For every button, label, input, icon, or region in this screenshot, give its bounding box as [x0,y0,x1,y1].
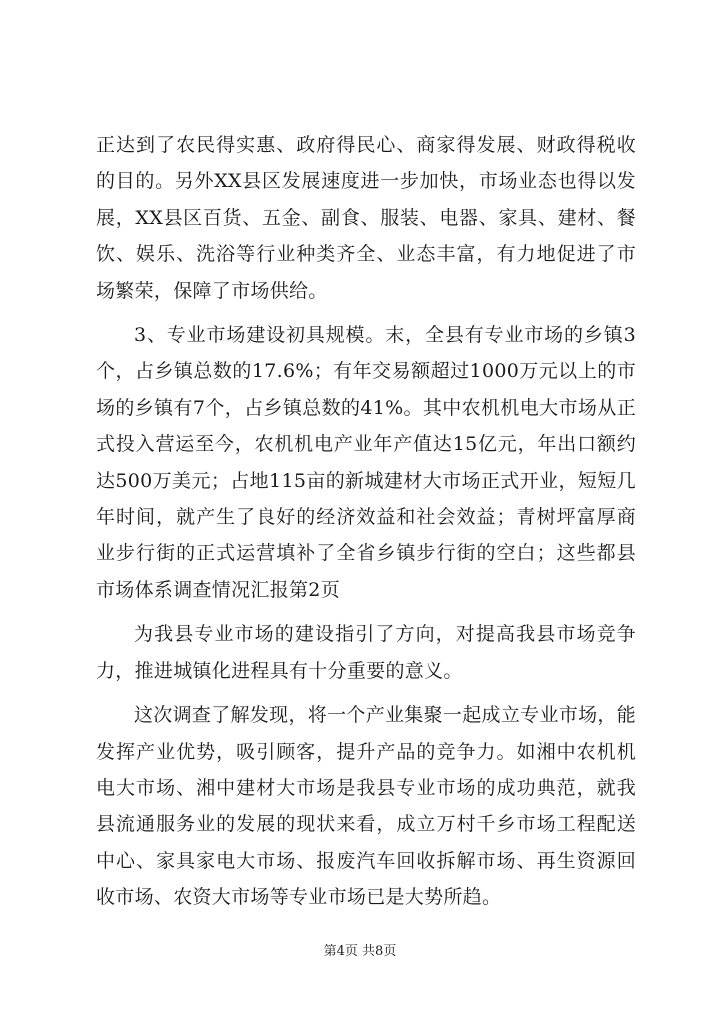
page-number-footer: 第4页 共8页 [323,944,397,959]
document-body [96,127,636,924]
paragraph-4: 这次调查了解发现，将一个产业集聚一起成立专业市场，能发挥产业优势，吸引顾客，提升产品的竞争力。如湘中农机机电大市场、湘中建材大市场是我县专业市场的成功典范，就我县流通服务业的发展的现状来看，成立万村千乡市场工程配送中心、家具家电大市场、报废汽车回收拆解市场、再生资源回收市场、农资大市场等专业市场已是大势所趋。 [96,704,636,909]
paragraph-2: 3、专业市场建设初具规模。末，全县有专业市场的乡镇3个，占乡镇总数的17.6%；有年交易额超过1000万元以上的市场的乡镇有7个，占乡镇总数的41%。其中农机机电大市场从正式投入营运至今，农机机电产业年产值达15亿元，年出口额约达500万美元；占地115亩的新城建材大市场正式开业，短短几年时间，就产生了良好的经济效益和社会效益；青树坪富厚商业步行街的正式运营填补了全省乡镇步行街的空白；这些都县市场体系调查情况汇报第2页 [96,324,636,601]
paragraph-1: 正达到了农民得实惠、政府得民心、商家得发展、财政得税收的目的。另外XX县区发展速度进一步加快，市场业态也得以发展，XX县区百货、五金、副食、服装、电器、家具、建材、餐饮、娱乐、洗浴等行业种类齐全、业态丰富，有力地促进了市场繁荣，保障了市场供给。 [96,134,636,302]
paragraph-3: 为我县专业市场的建设指引了方向，对提高我县市场竞争力，推进城镇化进程具有十分重要的意义。 [96,623,636,682]
